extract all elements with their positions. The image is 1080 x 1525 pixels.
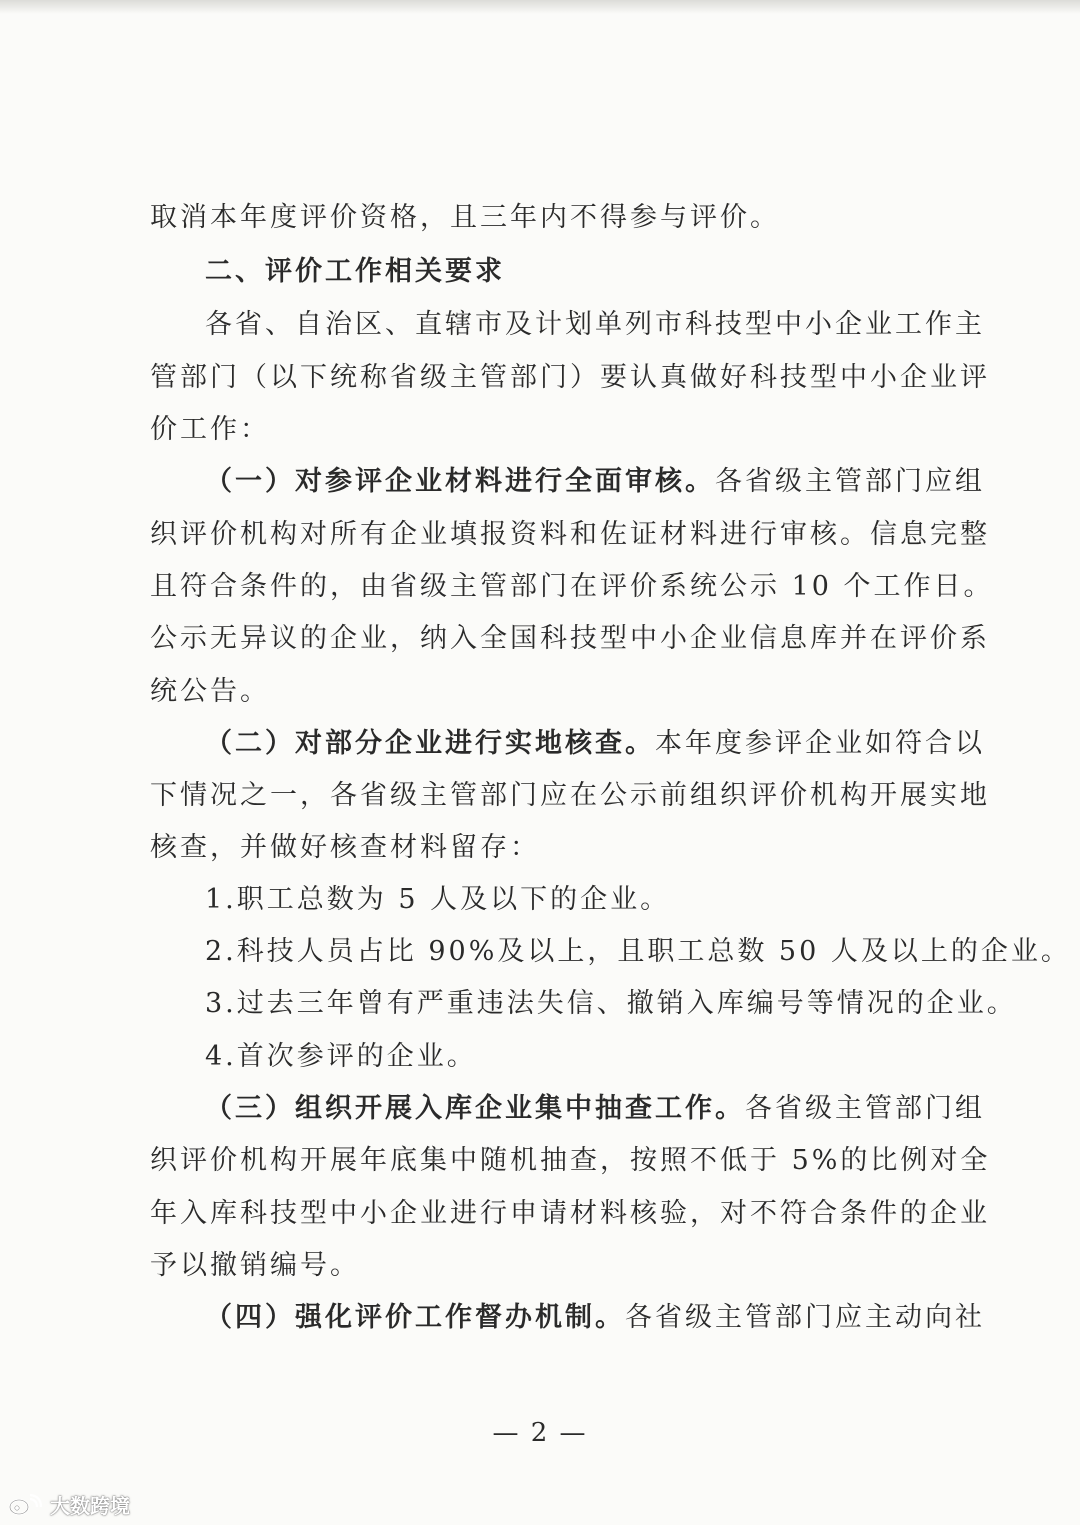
body-line: 核查，并做好核查材料留存： — [150, 832, 540, 863]
body-line: 统公告。 — [150, 676, 270, 707]
body-line: 公示无异议的企业，纳入全国科技型中小企业信息库并在评价系 — [150, 623, 990, 654]
paragraph-text: 各省级主管部门组 — [745, 1093, 985, 1124]
body-line: 价工作： — [150, 414, 270, 445]
body-line: 取消本年度评价资格，且三年内不得参与评价。 — [150, 202, 780, 233]
paragraph-text: 各省级主管部门应组 — [715, 466, 985, 497]
subheading-2: （二）对部分企业进行实地核查。 — [205, 728, 655, 759]
list-item: 4.首次参评的企业。 — [205, 1041, 477, 1072]
paragraph-line-2 — [205, 726, 985, 762]
body-line: 织评价机构开展年底集中随机抽查，按照不低于 5%的比例对全 — [150, 1145, 991, 1176]
body-line: 各省、自治区、直辖市及计划单列市科技型中小企业工作主 — [205, 309, 985, 340]
paragraph-text: 本年度参评企业如符合以 — [655, 728, 985, 759]
body-line: 且符合条件的，由省级主管部门在评价系统公示 10 个工作日。 — [150, 571, 994, 602]
subheading-4: （四）强化评价工作督办机制。 — [205, 1302, 625, 1333]
paragraph-line-4 — [205, 1300, 985, 1336]
body-line: 予以撤销编号。 — [150, 1250, 360, 1281]
list-item: 2.科技人员占比 90%及以上，且职工总数 50 人及以上的企业。 — [205, 936, 1071, 967]
body-line: 管部门（以下统称省级主管部门）要认真做好科技型中小企业评 — [150, 362, 990, 393]
paragraph-line-3 — [205, 1091, 985, 1127]
watermark — [8, 1490, 130, 1519]
page-number: — 2 — — [492, 1418, 588, 1448]
weibo-logo-icon — [8, 1494, 44, 1516]
subheading-3: （三）组织开展入库企业集中抽查工作。 — [205, 1093, 745, 1124]
body-line: 织评价机构对所有企业填报资料和佐证材料进行审核。信息完整 — [150, 519, 990, 550]
list-item: 1.职工总数为 5 人及以下的企业。 — [205, 884, 671, 915]
body-line: 下情况之一，各省级主管部门应在公示前组织评价机构开展实地 — [150, 780, 990, 811]
section-heading: 二、评价工作相关要求 — [205, 256, 505, 287]
watermark-text: 大数跨境 — [50, 1494, 130, 1518]
paragraph-line-1 — [205, 464, 985, 500]
paragraph-text: 各省级主管部门应主动向社 — [625, 1302, 985, 1333]
body-line: 年入库科技型中小企业进行申请材料核验，对不符合条件的企业 — [150, 1198, 990, 1229]
subheading-1: （一）对参评企业材料进行全面审核。 — [205, 466, 715, 497]
scan-edge — [0, 0, 1080, 14]
list-item: 3.过去三年曾有严重违法失信、撤销入库编号等情况的企业。 — [205, 988, 1017, 1019]
